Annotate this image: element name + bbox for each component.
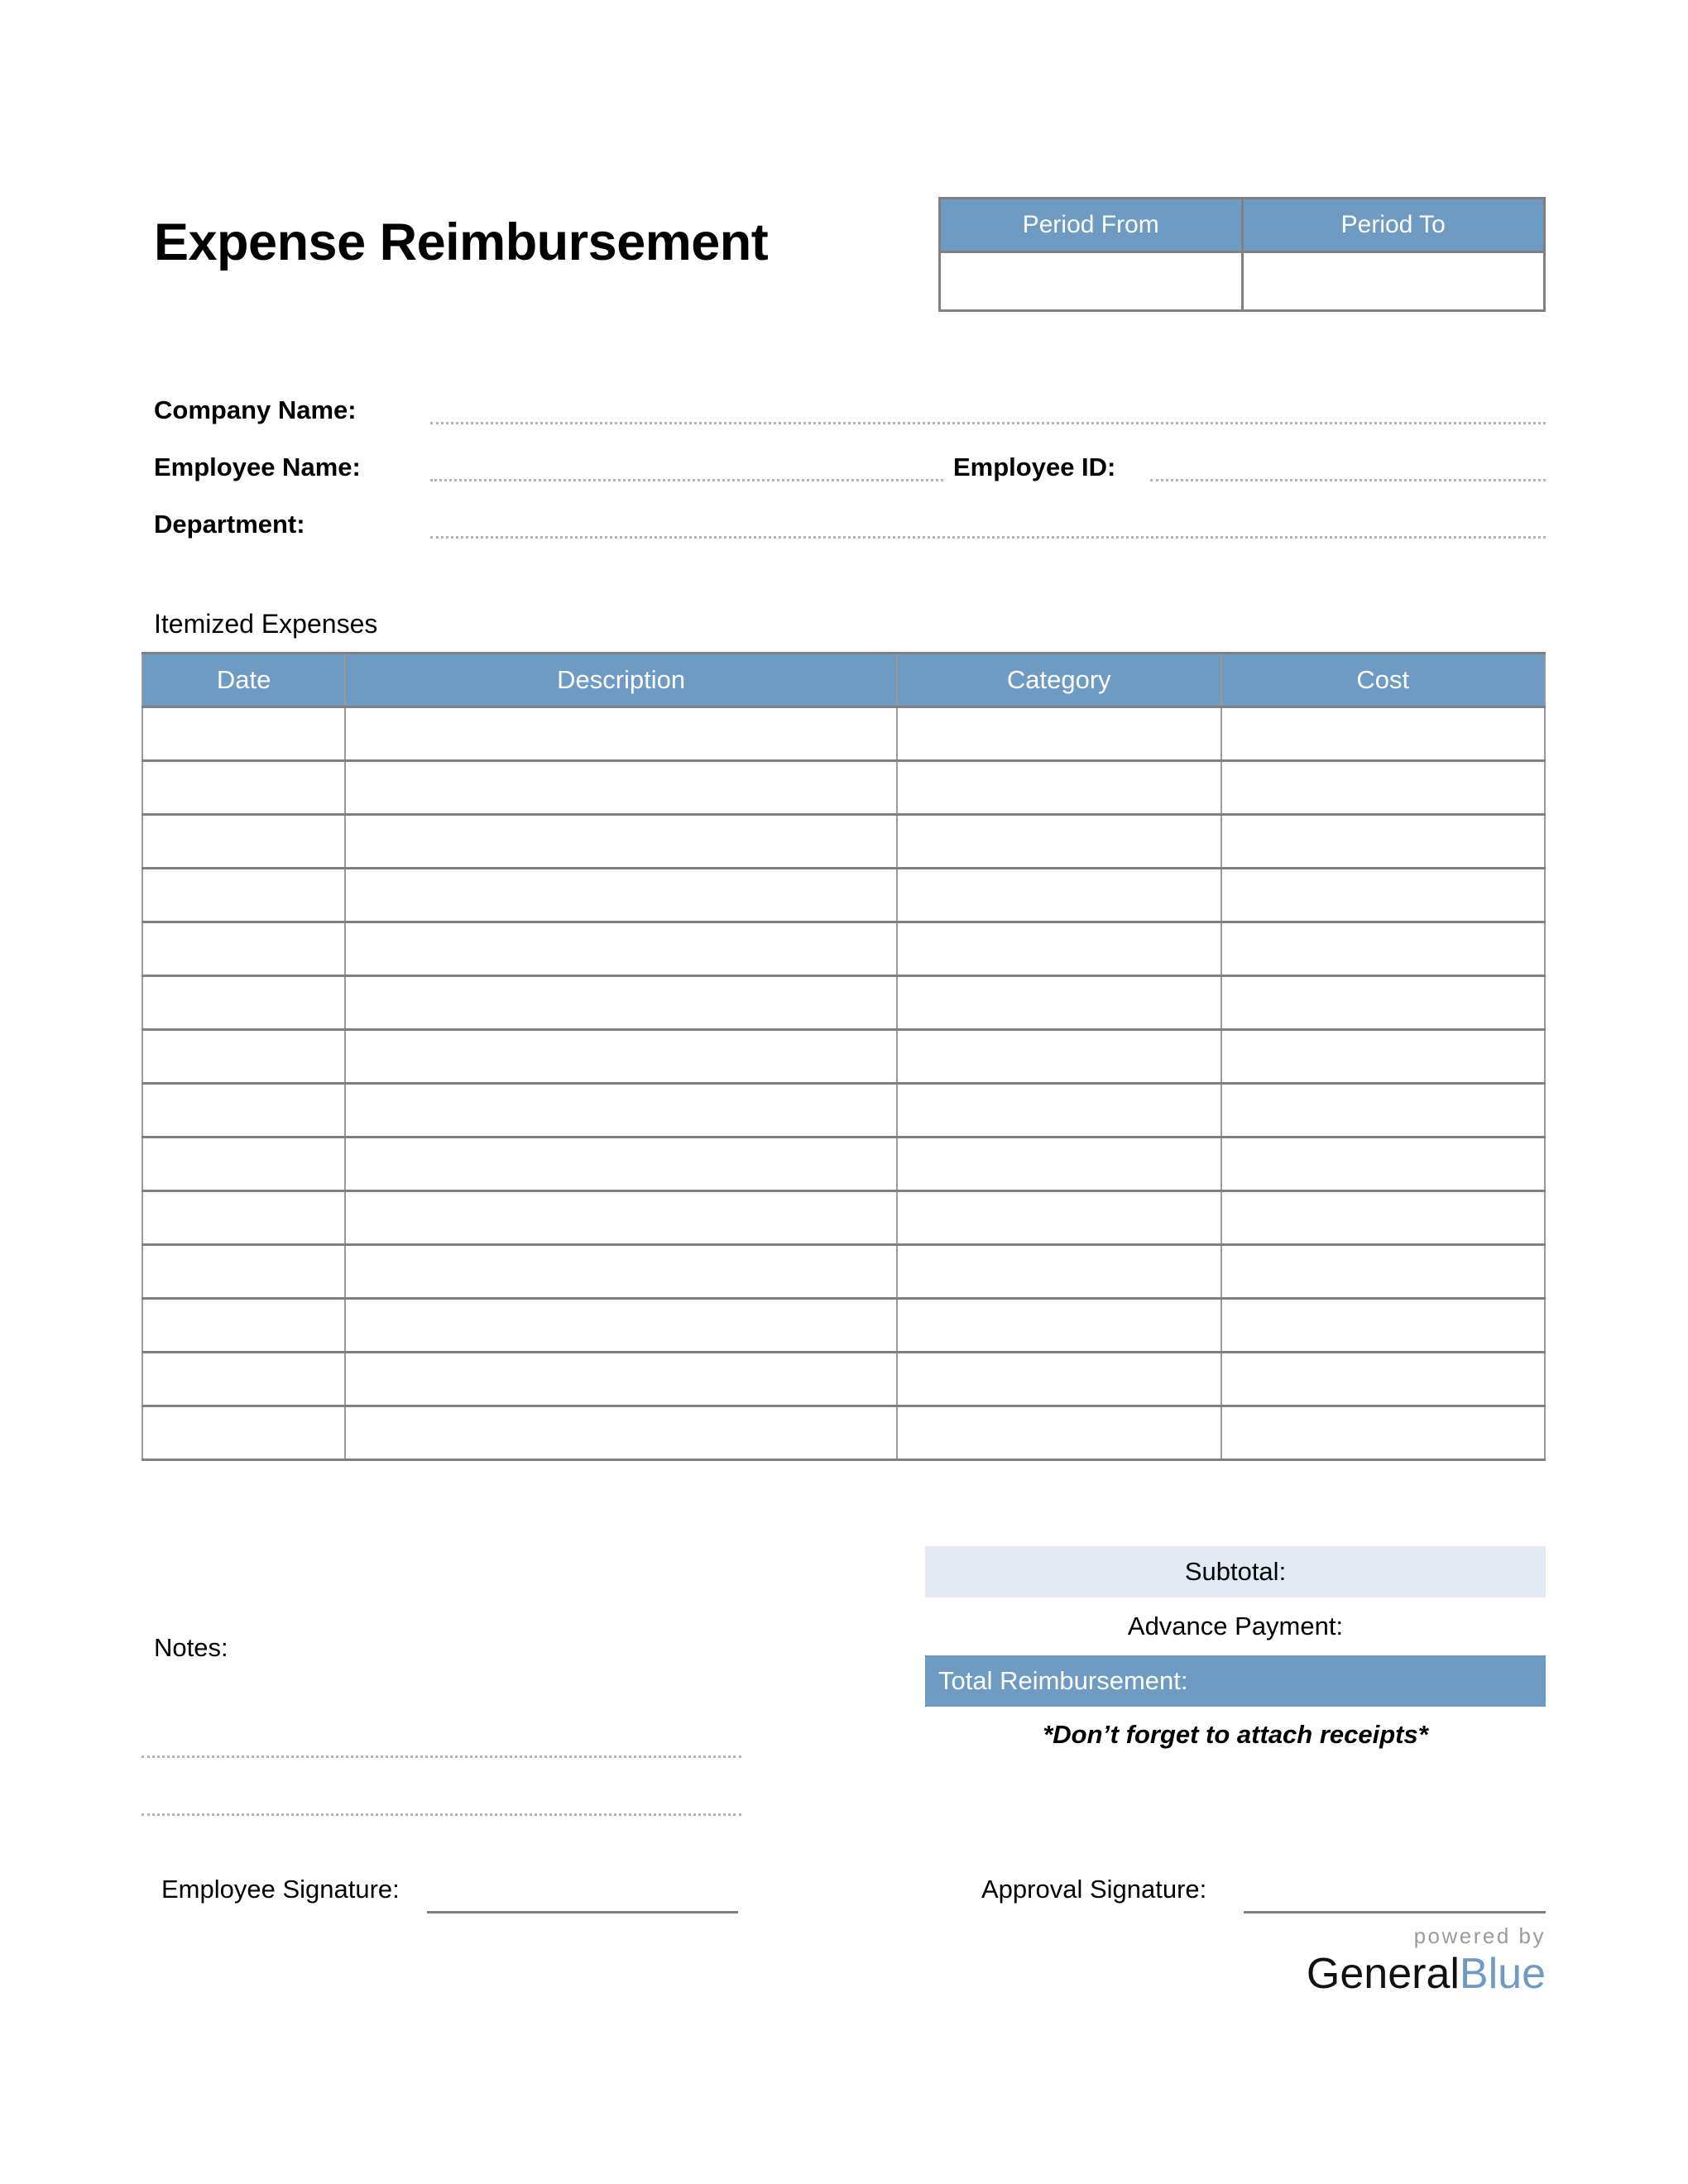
expense-cell-category[interactable] bbox=[897, 761, 1220, 815]
advance-payment-row[interactable]: Advance Payment: bbox=[925, 1601, 1546, 1652]
expense-cell-category[interactable] bbox=[897, 1406, 1220, 1460]
expense-table-body bbox=[142, 707, 1545, 1460]
expense-cell-cost[interactable] bbox=[1221, 1030, 1546, 1084]
expense-cell-description[interactable] bbox=[345, 1084, 897, 1138]
period-header-row bbox=[940, 199, 1545, 252]
period-from-input[interactable] bbox=[940, 252, 1243, 311]
expense-cell-category[interactable] bbox=[897, 815, 1220, 869]
notes-label: Notes: bbox=[154, 1633, 228, 1662]
expense-cell-category[interactable] bbox=[897, 1299, 1220, 1353]
expense-cell-description[interactable] bbox=[345, 707, 897, 761]
department-input[interactable] bbox=[430, 536, 1546, 539]
expense-cell-cost[interactable] bbox=[1221, 1138, 1546, 1191]
expense-cell-cost[interactable] bbox=[1221, 1353, 1546, 1406]
notes-input-line-1[interactable] bbox=[141, 1755, 741, 1758]
expense-cell-category[interactable] bbox=[897, 1084, 1220, 1138]
expense-cell-description[interactable] bbox=[345, 922, 897, 976]
expense-cell-date[interactable] bbox=[142, 1406, 345, 1460]
period-value-row bbox=[940, 252, 1545, 311]
expense-cell-cost[interactable] bbox=[1221, 815, 1546, 869]
expense-cell-description[interactable] bbox=[345, 1191, 897, 1245]
brand-name bbox=[1289, 1951, 1546, 1998]
brand-name-blue: Blue bbox=[1459, 1950, 1546, 1999]
expense-cell-description[interactable] bbox=[345, 1030, 897, 1084]
expense-cell-date[interactable] bbox=[142, 1084, 345, 1138]
attach-receipts-note: *Don’t forget to attach receipts* bbox=[1043, 1720, 1428, 1749]
approval-signature-input[interactable] bbox=[1244, 1911, 1546, 1913]
expense-cell-description[interactable] bbox=[345, 761, 897, 815]
table-row bbox=[142, 1245, 1545, 1299]
powered-by-label: powered by bbox=[1413, 1923, 1546, 1948]
total-reimbursement-row[interactable]: Total Reimbursement: bbox=[925, 1655, 1546, 1707]
expense-cell-description[interactable] bbox=[345, 1138, 897, 1191]
expense-cell-category[interactable] bbox=[897, 1138, 1220, 1191]
company-name-input[interactable] bbox=[430, 422, 1546, 424]
expense-cell-category[interactable] bbox=[897, 1353, 1220, 1406]
period-table bbox=[938, 197, 1546, 312]
expense-cell-cost[interactable] bbox=[1221, 1191, 1546, 1245]
totals-block bbox=[925, 1546, 1546, 1752]
employee-name-input[interactable] bbox=[430, 479, 943, 481]
table-row bbox=[142, 815, 1545, 869]
expense-cell-date[interactable] bbox=[142, 1030, 345, 1084]
expense-cell-description[interactable] bbox=[345, 1353, 897, 1406]
expense-cell-date[interactable] bbox=[142, 1353, 345, 1406]
period-to-input[interactable] bbox=[1242, 252, 1545, 311]
expense-cell-cost[interactable] bbox=[1221, 1299, 1546, 1353]
department-label: Department: bbox=[154, 510, 305, 539]
column-header-category: Category bbox=[897, 654, 1220, 707]
expense-cell-date[interactable] bbox=[142, 976, 345, 1030]
employee-id-label: Employee ID: bbox=[953, 453, 1116, 481]
expense-cell-date[interactable] bbox=[142, 1299, 345, 1353]
expense-cell-date[interactable] bbox=[142, 922, 345, 976]
expense-cell-category[interactable] bbox=[897, 976, 1220, 1030]
table-row bbox=[142, 1406, 1545, 1460]
table-row bbox=[142, 761, 1545, 815]
expense-cell-description[interactable] bbox=[345, 815, 897, 869]
period-to-header: Period To bbox=[1242, 199, 1545, 252]
expense-cell-description[interactable] bbox=[345, 869, 897, 922]
table-row bbox=[142, 922, 1545, 976]
brand-name-general: General bbox=[1306, 1950, 1460, 1999]
table-row bbox=[142, 976, 1545, 1030]
expense-cell-category[interactable] bbox=[897, 869, 1220, 922]
expense-cell-date[interactable] bbox=[142, 707, 345, 761]
expense-cell-date[interactable] bbox=[142, 761, 345, 815]
company-name-label: Company Name: bbox=[154, 395, 357, 424]
expense-cell-cost[interactable] bbox=[1221, 707, 1546, 761]
expense-cell-description[interactable] bbox=[345, 1406, 897, 1460]
expense-cell-description[interactable] bbox=[345, 1245, 897, 1299]
itemized-expenses-caption: Itemized Expenses bbox=[154, 609, 378, 639]
table-row bbox=[142, 1299, 1545, 1353]
expense-cell-category[interactable] bbox=[897, 922, 1220, 976]
expense-cell-category[interactable] bbox=[897, 707, 1220, 761]
expense-cell-cost[interactable] bbox=[1221, 869, 1546, 922]
employee-id-input[interactable] bbox=[1150, 479, 1546, 481]
expense-cell-description[interactable] bbox=[345, 1299, 897, 1353]
table-row bbox=[142, 1138, 1545, 1191]
table-row bbox=[142, 869, 1545, 922]
employee-signature-input[interactable] bbox=[427, 1911, 738, 1913]
table-row bbox=[142, 1191, 1545, 1245]
page-title: Expense Reimbursement bbox=[154, 213, 769, 271]
expense-cell-cost[interactable] bbox=[1221, 976, 1546, 1030]
table-row bbox=[142, 1353, 1545, 1406]
expense-cell-description[interactable] bbox=[345, 976, 897, 1030]
expense-cell-cost[interactable] bbox=[1221, 761, 1546, 815]
expense-cell-date[interactable] bbox=[142, 869, 345, 922]
expense-cell-cost[interactable] bbox=[1221, 1406, 1546, 1460]
expense-cell-category[interactable] bbox=[897, 1030, 1220, 1084]
expense-cell-date[interactable] bbox=[142, 815, 345, 869]
table-row bbox=[142, 1030, 1545, 1084]
expense-cell-date[interactable] bbox=[142, 1138, 345, 1191]
expense-cell-category[interactable] bbox=[897, 1191, 1220, 1245]
expense-cell-cost[interactable] bbox=[1221, 922, 1546, 976]
expense-header-row bbox=[142, 654, 1545, 707]
expense-cell-category[interactable] bbox=[897, 1245, 1220, 1299]
expense-cell-cost[interactable] bbox=[1221, 1084, 1546, 1138]
expense-cell-date[interactable] bbox=[142, 1191, 345, 1245]
notes-input-line-2[interactable] bbox=[141, 1813, 741, 1816]
table-row bbox=[142, 1084, 1545, 1138]
approval-signature-label: Approval Signature: bbox=[981, 1875, 1207, 1904]
itemized-expenses-table bbox=[141, 652, 1546, 1461]
column-header-cost: Cost bbox=[1221, 654, 1546, 707]
subtotal-row[interactable]: Subtotal: bbox=[925, 1546, 1546, 1597]
column-header-date: Date bbox=[142, 654, 345, 707]
employee-signature-label: Employee Signature: bbox=[161, 1875, 400, 1904]
employee-name-label: Employee Name: bbox=[154, 453, 361, 481]
generalblue-logo bbox=[1289, 1923, 1546, 1998]
expense-cell-cost[interactable] bbox=[1221, 1245, 1546, 1299]
column-header-description: Description bbox=[345, 654, 897, 707]
period-from-header: Period From bbox=[940, 199, 1243, 252]
table-row bbox=[142, 707, 1545, 761]
expense-cell-date[interactable] bbox=[142, 1245, 345, 1299]
